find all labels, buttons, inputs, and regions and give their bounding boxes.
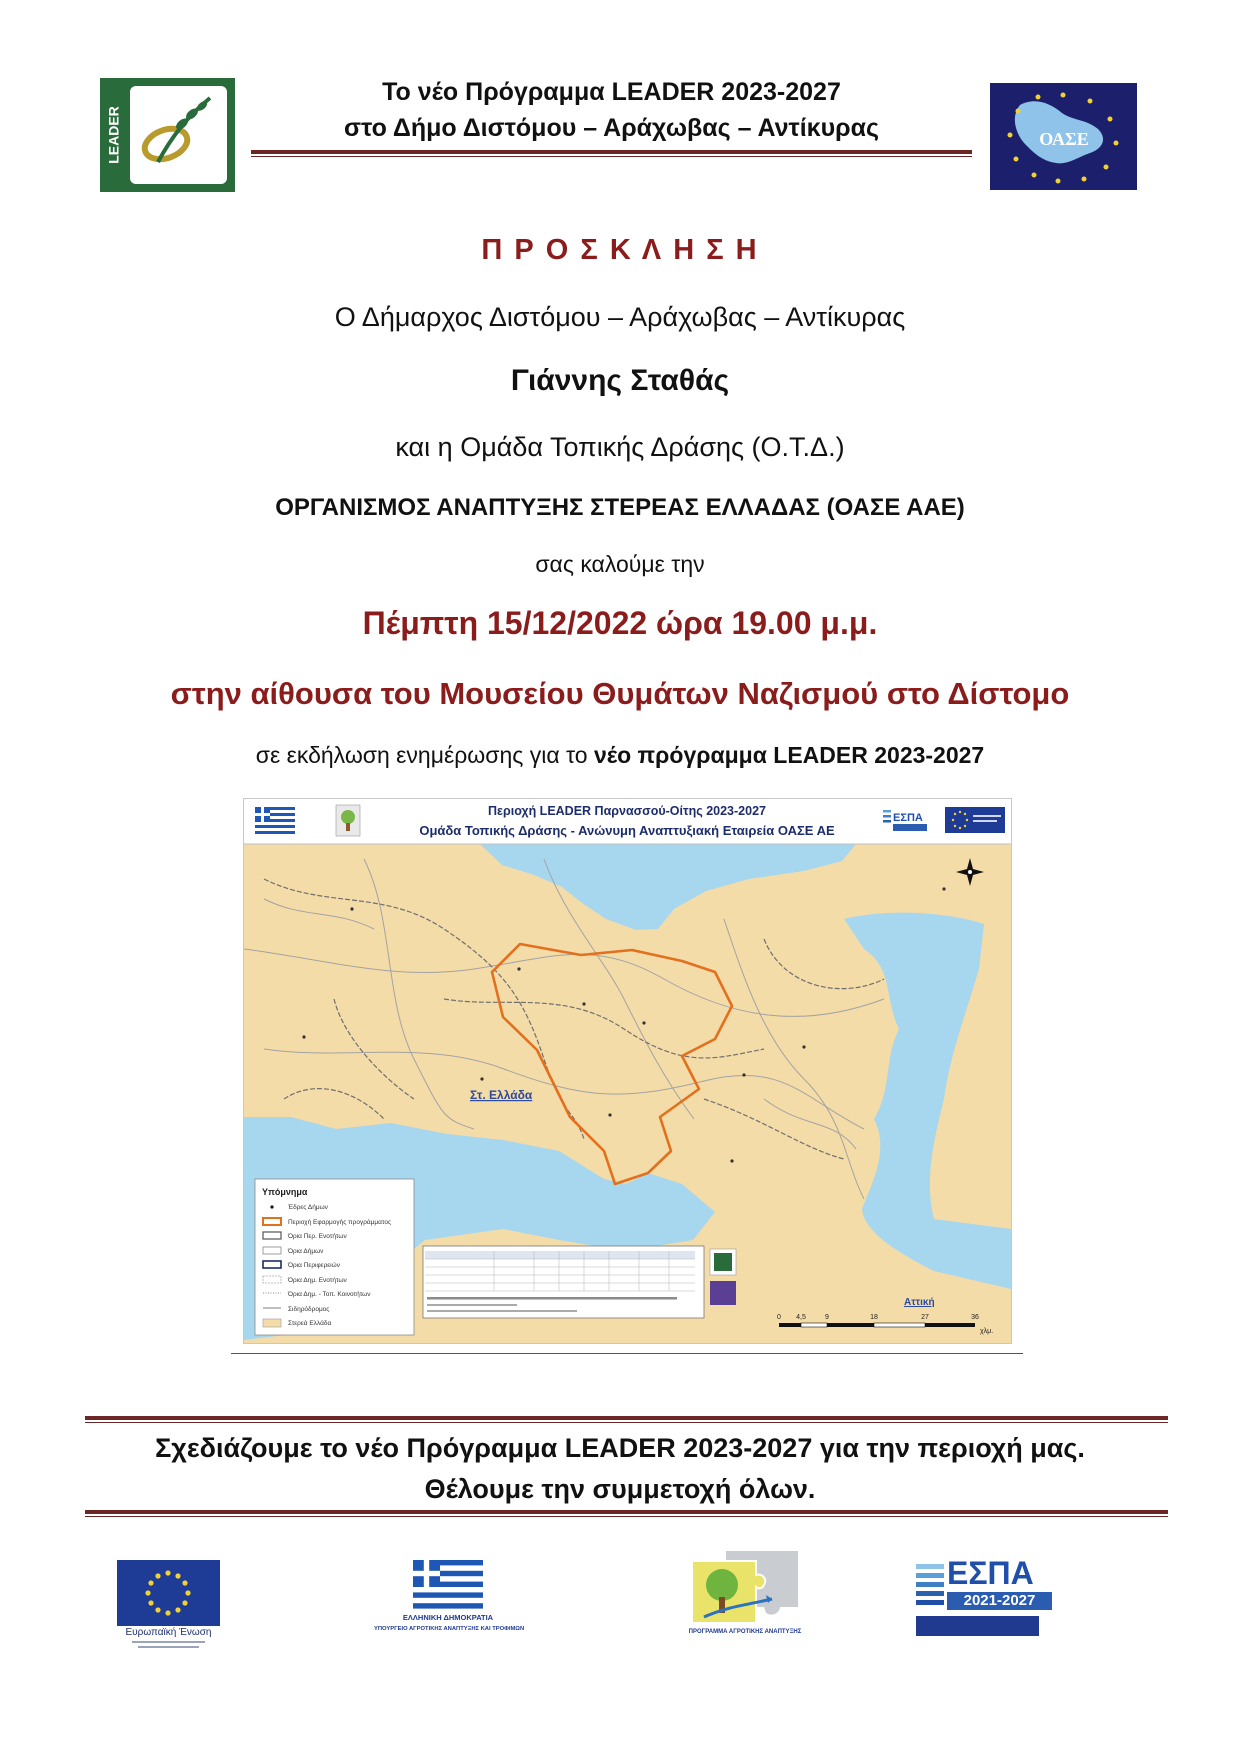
espa-tagline-bar — [916, 1616, 1039, 1636]
event-datetime: Πέμπτη 15/12/2022 ώρα 19.00 μ.μ. — [362, 605, 878, 641]
eu-subcaption-lines — [138, 1646, 199, 1648]
oase-logo-text: ΟΑΣΕ — [1039, 129, 1089, 149]
legend-item: Στερεά Ελλάδα — [288, 1320, 332, 1327]
espa-logo — [916, 1556, 1054, 1640]
greek-ministry-logo — [374, 1560, 525, 1640]
organization-name: ΟΡΓΑΝΙΣΜΟΣ ΑΝΑΠΤΥΞΗΣ ΣΤΕΡΕΑΣ ΕΛΛΑΔΑΣ (ΟΑΣΕ ΑΑΕ) — [275, 494, 965, 521]
map-graphic — [244, 799, 1011, 1343]
map-title: Περιοχή LEADER Παρνασσού-Οίτης 2023-2027 — [488, 804, 766, 818]
map-eu-flag-icon — [945, 807, 1005, 833]
invite-line: σας καλούμε την — [535, 551, 705, 577]
espa-stripes-icon — [916, 1564, 946, 1606]
legend-item: Έδρες Δήμων — [288, 1204, 328, 1211]
event-venue: στην αίθουσα του Μουσείου Θυμάτων Ναζισμού στο Δίστομο — [170, 676, 1070, 711]
otd-line: και η Ομάδα Τοπικής Δράσης (Ο.Τ.Δ.) — [395, 432, 845, 462]
greek-flag-icon — [413, 1560, 483, 1609]
header-rule — [251, 150, 972, 157]
invitation-title: Π Ρ Ο Σ Κ Λ Η Σ Η — [481, 234, 759, 266]
map-legend — [255, 1179, 414, 1335]
legend-item: Όρια Περιφερειών — [288, 1262, 340, 1269]
eu-caption: Ευρωπαϊκή Ένωση — [125, 1627, 212, 1638]
scale-tick-label: 18 — [870, 1314, 878, 1321]
rural-development-logo — [686, 1547, 804, 1641]
legend-item: Όρια Περ. Ενοτήτων — [288, 1233, 347, 1240]
espa-title: ΕΣΠΑ — [947, 1555, 1034, 1591]
region-label-sterea: Στ. Ελλάδα — [470, 1088, 533, 1102]
mayor-line: Ο Δήμαρχος Διστόμου – Αράχωβας – Αντίκυρας — [334, 302, 906, 332]
scale-tick-label: 0 — [777, 1314, 781, 1321]
scale-tick-label: 4,5 — [796, 1314, 806, 1321]
oase-logo — [990, 83, 1137, 190]
legend-title: Υπόμνημα — [262, 1187, 308, 1197]
map-statistics-table — [423, 1246, 736, 1318]
map-program-logo-icon — [336, 805, 360, 836]
greek-ministry-caption-2: ΥΠΟΥΡΓΕΙΟ ΑΓΡΟΤΙΚΗΣ ΑΝΑΠΤΥΞΗΣ ΚΑΙ ΤΡΟΦΙΜΩΝ — [374, 1626, 525, 1632]
leader-logo-text: LEADER — [105, 106, 122, 164]
event-description-program: νέο πρόγραμμα LEADER 2023-2027 — [593, 742, 985, 768]
leader-logo — [100, 78, 235, 192]
legend-item: Όρια Δήμων — [288, 1248, 324, 1255]
legend-item: Όρια Δημ. Ενοτήτων — [288, 1277, 347, 1284]
legend-item: Περιοχή Εφαρμογής προγράμματος — [288, 1219, 392, 1226]
oase-logo-graphic — [990, 83, 1137, 190]
map-espa-text: ΕΣΠΑ — [893, 812, 923, 824]
mayor-name: Γιάννης Σταθάς — [510, 364, 730, 397]
eu-subcaption-lines — [132, 1641, 205, 1643]
scale-tick-label: 27 — [921, 1314, 929, 1321]
legend-item: Όρια Δημ. - Τοπ. Κοινοτήτων — [288, 1291, 371, 1298]
legend-item: Σιδηρόδρομος — [288, 1306, 330, 1313]
map-underline — [231, 1353, 1023, 1354]
espa-years: 2021-2027 — [947, 1592, 1052, 1610]
header-line-2: στο Δήμο Διστόμου – Αράχωβας – Αντίκυρας — [344, 114, 879, 142]
map-subtitle: Ομάδα Τοπικής Δράσης - Ανώνυμη Αναπτυξιακή Εταιρεία ΟΑΣΕ ΑΕ — [419, 823, 835, 838]
slogan-line-1: Σχεδιάζουμε το νέο Πρόγραμμα LEADER 2023-2027 για την περιοχή μας. — [155, 1433, 1085, 1463]
region-label-attica: Αττική — [904, 1297, 935, 1308]
rural-development-graphic — [686, 1547, 804, 1627]
slogan-line-2: Θέλουμε την συμμετοχή όλων. — [424, 1474, 816, 1504]
event-description-prefix: σε εκδήλωση ενημέρωσης για το — [255, 742, 594, 768]
slogan-rule-top — [85, 1416, 1168, 1423]
rural-development-caption: ΠΡΟΓΡΑΜΜΑ ΑΓΡΟΤΙΚΗΣ ΑΝΑΠΤΥΞΗΣ — [688, 1629, 802, 1635]
scale-tick-label: 36 — [971, 1314, 979, 1321]
eu-logo — [112, 1560, 225, 1650]
map-greek-flag-icon — [255, 807, 295, 834]
eu-flag-icon — [117, 1560, 230, 1626]
scale-tick-label: 9 — [825, 1314, 829, 1321]
event-description — [0, 742, 1240, 770]
slogan-rule-bottom — [85, 1510, 1168, 1517]
header-line-1: Το νέο Πρόγραμμα LEADER 2023-2027 — [382, 78, 841, 106]
leader-logo-graphic — [100, 78, 235, 192]
leader-area-map — [244, 799, 1011, 1343]
scale-unit: χλμ. — [980, 1328, 994, 1335]
greek-ministry-caption-1: ΕΛΛΗΝΙΚΗ ΔΗΜΟΚΡΑΤΙΑ — [402, 1613, 494, 1622]
